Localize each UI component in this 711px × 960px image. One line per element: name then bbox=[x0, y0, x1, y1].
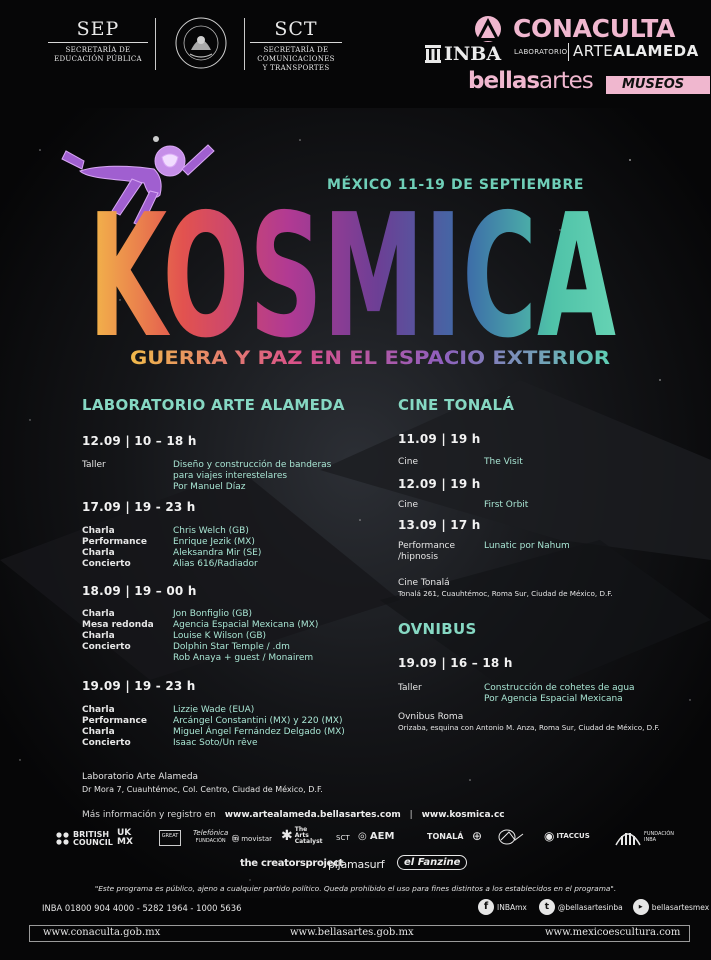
telefonica-logo bbox=[193, 829, 228, 845]
sep-full-line1: SECRETARÍA DE bbox=[65, 46, 131, 54]
aem-word: AEM bbox=[369, 831, 395, 842]
twitter-icon[interactable]: t bbox=[539, 899, 555, 915]
cine-heading: CINE TONALÁ bbox=[398, 396, 515, 414]
great-word: GREAT bbox=[161, 833, 179, 839]
council-word: COUNCIL bbox=[73, 838, 113, 847]
conaculta-icon bbox=[474, 15, 508, 43]
laa-day1-desc-line: para viajes interestelares bbox=[173, 471, 288, 481]
artes-word: artes bbox=[539, 68, 593, 94]
movistar-word: movistar bbox=[241, 835, 272, 843]
arts-arts: Arts bbox=[294, 832, 309, 839]
event-type: Charla bbox=[82, 631, 115, 641]
arts-catalyst-icon: ✱ bbox=[281, 828, 293, 844]
laboratorio-label: LABORATORIO bbox=[514, 48, 568, 56]
event-type: Concierto bbox=[82, 559, 131, 569]
laa-day1-desc-line: Por Manuel Díaz bbox=[173, 482, 246, 492]
more-info-line bbox=[82, 810, 505, 820]
telefonica-word: Telefónica bbox=[193, 829, 229, 837]
info-separator: | bbox=[409, 810, 413, 820]
cine-date: 12.09 | 19 h bbox=[398, 477, 481, 491]
laa-day3-types bbox=[82, 609, 154, 653]
inba-small-word: INBA bbox=[644, 837, 657, 843]
cine-desc: First Orbit bbox=[484, 500, 529, 510]
laa-day2-descs bbox=[173, 526, 261, 570]
event-desc: Agencia Espacial Mexicana (MX) bbox=[173, 620, 319, 630]
twitter-handle[interactable]: @bellasartesinba bbox=[557, 902, 623, 912]
event-type: Performance bbox=[82, 716, 147, 726]
logo-divider bbox=[568, 43, 569, 61]
fundacion-word: FUNDACIÓN bbox=[195, 838, 226, 844]
header-divider bbox=[155, 18, 156, 70]
facebook-icon[interactable]: f bbox=[478, 899, 494, 915]
cine-type bbox=[398, 541, 455, 563]
kosmica-title-svg bbox=[82, 195, 622, 340]
pijamasurf-logo: pijamasurf bbox=[328, 858, 385, 871]
event-subtitle-svg bbox=[128, 343, 612, 369]
cine-type-line: /hipnosis bbox=[398, 552, 439, 562]
ovnibus-desc bbox=[484, 683, 635, 705]
sct-full-line1: SECRETARÍA DE bbox=[263, 46, 329, 54]
creators-project-logo: the creatorsproject bbox=[240, 858, 344, 869]
bellasartes-url[interactable]: www.bellasartes.gob.mx bbox=[290, 927, 414, 938]
laa-venue-address: Dr Mora 7, Cuauhtémoc, Col. Centro, Ciudad de México, D.F. bbox=[82, 785, 323, 794]
cine-type-line: Performance bbox=[398, 541, 456, 551]
laa-day3-descs bbox=[173, 609, 318, 664]
event-type: Performance bbox=[82, 537, 147, 547]
orbit-logo-icon bbox=[497, 828, 527, 846]
british-council-icon bbox=[56, 832, 70, 846]
social-links bbox=[478, 899, 709, 915]
event-desc: Dolphin Star Temple / .dm bbox=[173, 642, 290, 652]
museos-label: MUSEOS bbox=[622, 77, 685, 92]
laa-day4-types bbox=[82, 705, 147, 749]
artealameda-link[interactable]: www.artealameda.bellasartes.com bbox=[224, 810, 401, 820]
event-type: Charla bbox=[82, 526, 115, 536]
ukmx-logo bbox=[117, 829, 133, 847]
sep-logo bbox=[48, 18, 148, 64]
british-word: BRITISH bbox=[73, 830, 110, 839]
youtube-icon[interactable]: ▶ bbox=[633, 899, 649, 915]
el-fanzine-logo: el Fanzine bbox=[397, 855, 467, 870]
conaculta-url[interactable]: www.conaculta.gob.mx bbox=[43, 927, 161, 938]
itaccus-logo bbox=[544, 829, 590, 843]
event-type: Concierto bbox=[82, 738, 131, 748]
conaculta-wordmark: CONACULTA bbox=[513, 14, 676, 43]
laa-day1-desc-line: Diseño y construcción de banderas bbox=[173, 460, 332, 470]
event-desc: Jon Bonfiglio (GB) bbox=[173, 609, 253, 619]
event-desc: Arcángel Constantini (MX) y 220 (MX) bbox=[173, 716, 343, 726]
cine-venue: Cine Tonalá bbox=[398, 578, 450, 588]
ovnibus-type: Taller bbox=[398, 683, 422, 693]
sct-full-line3: Y TRANSPORTES bbox=[262, 64, 330, 72]
event-desc: Rob Anaya + guest / Monairem bbox=[173, 653, 314, 663]
kosmica-link[interactable]: www.kosmica.cc bbox=[421, 810, 505, 820]
laa-heading: LABORATORIO ARTE ALAMEDA bbox=[82, 396, 345, 414]
footer-bar-edge bbox=[29, 925, 30, 942]
itaccus-word: ITACCUS bbox=[556, 832, 590, 840]
event-desc: Louise K Wilson (GB) bbox=[173, 631, 267, 641]
sep-abbr: SEP bbox=[76, 18, 120, 40]
aem-logo bbox=[358, 831, 394, 842]
ovnibus-heading: OVNIBUS bbox=[398, 620, 477, 638]
cine-desc: The Visit bbox=[484, 457, 523, 467]
cine-address: Tonalá 261, Cuauhtémoc, Roma Sur, Ciudad de México, D.F. bbox=[398, 589, 613, 598]
laa-day4-date: 19.09 | 19 - 23 h bbox=[82, 679, 196, 693]
event-type: Mesa redonda bbox=[82, 620, 154, 630]
british-council-logo bbox=[56, 831, 113, 847]
event-desc: Enrique Jezik (MX) bbox=[173, 537, 255, 547]
lab-logo-icon: ⊕ bbox=[472, 829, 483, 843]
laa-day3-date: 18.09 | 19 – 00 h bbox=[82, 584, 197, 598]
movistar-icon: ⓜ bbox=[232, 835, 239, 843]
event-desc: Lizzie Wade (EUA) bbox=[173, 705, 255, 715]
facebook-handle[interactable]: INBAmx bbox=[497, 902, 527, 912]
event-subtitle: GUERRA Y PAZ EN EL ESPACIO EXTERIOR bbox=[130, 347, 611, 369]
disclaimer: "Este programa es público, ajeno a cualquier partido político. Queda prohibido el uso para fines distintos a los establecidos en el programa". bbox=[94, 884, 617, 893]
ovnibus-venue: Ovnibus Roma bbox=[398, 712, 464, 722]
event-type: Charla bbox=[82, 548, 115, 558]
inba-wordmark: INBA bbox=[444, 43, 502, 65]
mx-word: MX bbox=[117, 837, 133, 847]
fundacion-inba-logo bbox=[644, 831, 674, 843]
cine-type: Cine bbox=[398, 457, 419, 467]
cine-date: 13.09 | 17 h bbox=[398, 518, 481, 532]
event-type: Charla bbox=[82, 705, 115, 715]
cine-date: 11.09 | 19 h bbox=[398, 432, 481, 446]
laa-day1-type: Taller bbox=[82, 460, 106, 470]
uk-word: UK bbox=[117, 828, 132, 838]
itaccus-icon: ◉ bbox=[544, 829, 555, 843]
inba-icon bbox=[425, 45, 441, 63]
fundacion-inba-icon bbox=[614, 827, 642, 847]
event-dates: MÉXICO 11-19 DE SEPTIEMBRE bbox=[327, 177, 585, 193]
movistar-logo bbox=[232, 834, 272, 844]
event-type: Charla bbox=[82, 609, 115, 619]
header-divider bbox=[244, 18, 245, 70]
bellas-word: bellas bbox=[468, 68, 540, 94]
event-desc: Chris Welch (GB) bbox=[173, 526, 249, 536]
event-desc: Alias 616/Radiador bbox=[173, 559, 258, 569]
arts-the: The bbox=[294, 826, 308, 833]
laa-venue-name: Laboratorio Arte Alameda bbox=[82, 772, 199, 782]
ovnibus-address: Orizaba, esquina con Antonio M. Anza, Roma Sur, Ciudad de México, D.F. bbox=[398, 723, 660, 732]
arts-catalyst-logo bbox=[281, 827, 323, 845]
arte-alameda-logo bbox=[573, 42, 699, 60]
sct-abbr: SCT bbox=[274, 18, 318, 40]
arts-catalyst: Catalyst bbox=[294, 838, 323, 845]
great-logo bbox=[159, 830, 181, 846]
youtube-handle[interactable]: bellasartesmex bbox=[651, 902, 710, 912]
aem-icon: ◎ bbox=[358, 831, 367, 842]
laa-day1-desc bbox=[173, 460, 331, 493]
sct-small-logo: SCT bbox=[336, 834, 350, 842]
cine-type: Cine bbox=[398, 500, 419, 510]
ovnibus-date: 19.09 | 16 – 18 h bbox=[398, 656, 513, 670]
cine-tonala-logo: TONALÁ bbox=[427, 832, 464, 841]
arte-word: ARTE bbox=[573, 42, 614, 60]
event-type: Charla bbox=[82, 727, 115, 737]
mexicoescultura-url[interactable]: www.mexicoescultura.com bbox=[545, 927, 681, 938]
footer-bar-edge bbox=[689, 925, 690, 942]
event-title: KOSMICA bbox=[88, 195, 616, 340]
laa-day4-descs bbox=[173, 705, 345, 749]
ovnibus-desc-line: Por Agencia Espacial Mexicana bbox=[484, 694, 623, 704]
cine-desc: Lunatic por Nahum bbox=[484, 541, 570, 551]
bellasartes-wordmark bbox=[468, 68, 593, 94]
laa-day2-date: 17.09 | 19 - 23 h bbox=[82, 500, 196, 514]
event-type: Concierto bbox=[82, 642, 131, 652]
more-info-label: Más información y registro en bbox=[82, 810, 216, 820]
event-desc: Isaac Soto/Un rêve bbox=[173, 738, 258, 748]
laa-day1-date: 12.09 | 10 – 18 h bbox=[82, 434, 197, 448]
ovnibus-desc-line: Construcción de cohetes de agua bbox=[484, 683, 635, 693]
event-desc: Miguel Ángel Fernández Delgado (MX) bbox=[173, 727, 345, 737]
alameda-word: ALAMEDA bbox=[613, 42, 699, 60]
sep-full-line2: EDUCACIÓN PÚBLICA bbox=[54, 55, 142, 63]
mexican-seal-icon bbox=[174, 14, 228, 72]
sct-logo bbox=[250, 18, 342, 73]
laa-day2-types bbox=[82, 526, 147, 570]
sct-full-line2: COMUNICACIONES bbox=[257, 55, 335, 63]
fundacion-inba-word: FUNDACIÓN bbox=[644, 831, 675, 837]
event-desc: Aleksandra Mir (SE) bbox=[173, 548, 262, 558]
inba-phone: INBA 01800 904 4000 - 5282 1964 - 1000 5636 bbox=[42, 903, 242, 913]
